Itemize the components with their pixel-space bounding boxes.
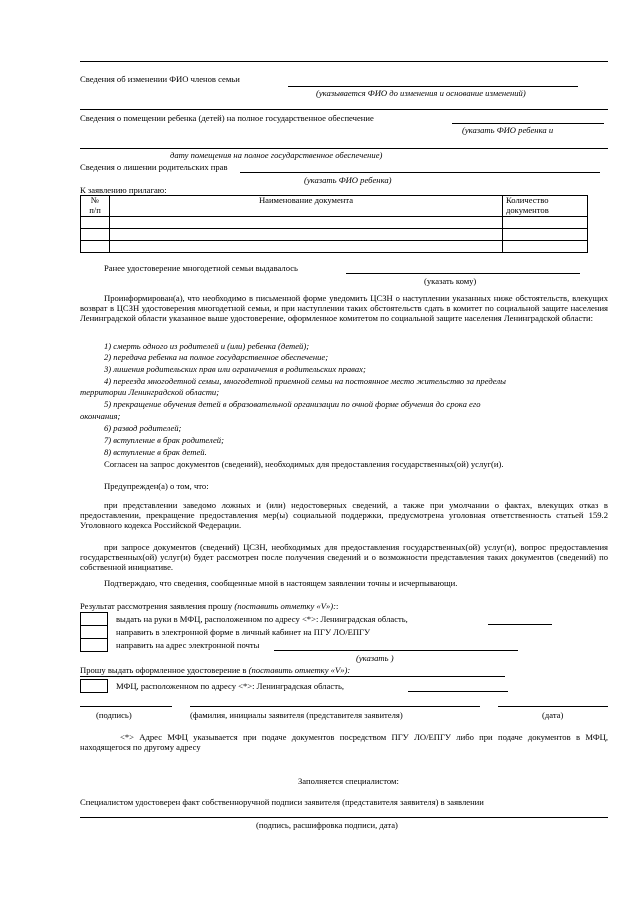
table-cell[interactable]	[81, 228, 110, 240]
child-placement-hint-1: (указать ФИО ребенка и	[462, 125, 554, 135]
child-placement-line-2[interactable]	[80, 148, 608, 149]
family-change-line[interactable]	[288, 86, 578, 87]
name-caption: (фамилия, инициалы заявителя (представителя заявителя)	[190, 710, 403, 720]
table-cell[interactable]	[503, 240, 588, 252]
deprivation-hint: (указать ФИО ребенка)	[304, 175, 392, 185]
table-header-row	[81, 196, 588, 217]
list-item: территории Ленинградской области;	[80, 387, 220, 397]
table-cell[interactable]	[81, 240, 110, 252]
issued-hint: (указать кому)	[424, 276, 477, 286]
result-title-text: Результат рассмотрения заявления прошу	[80, 601, 235, 611]
col-num-label: №	[90, 195, 100, 205]
date-caption: (дата)	[542, 710, 564, 720]
specialist-signature-line[interactable]	[80, 817, 608, 818]
table-cell[interactable]	[503, 228, 588, 240]
child-placement-hint-2: дату помещения на полное государственное обеспечение)	[170, 150, 383, 160]
signature-caption: (подпись)	[96, 710, 132, 720]
col-num-label-2: п/п	[89, 204, 101, 215]
email-field-hint: (указать )	[356, 653, 394, 663]
col-qty-label-2: документов	[506, 204, 549, 215]
warned-paragraph-2: при запросе документов (сведений) ЦСЗН, необходимых для предоставления государственных(ой) услуг(и), вопрос предоставления государственных(ой) услуг(и) будет рассмотрен после получения сведений и о возможности представления таких документов (сведений) по собственной инициативе.	[80, 542, 608, 573]
col-qty-header	[503, 196, 588, 217]
table-row[interactable]	[81, 228, 588, 240]
email-field[interactable]	[274, 650, 518, 651]
issue-cert-option-mfc-label: МФЦ, расположенном по адресу <*>: Ленинградская область,	[116, 681, 345, 691]
col-qty-label: Количество	[506, 195, 549, 205]
result-title-tail: :	[335, 601, 339, 611]
issue-cert-option-mfc-checkbox[interactable]	[80, 679, 108, 693]
issued-line[interactable]	[346, 273, 580, 274]
footnote: <*> Адрес МФЦ указывается при подаче документов посредством ПГУ ЛО/ЕПГУ либо при подаче документов в МФЦ, находящегося по другому адресу	[80, 732, 608, 753]
name-line[interactable]	[190, 706, 480, 707]
consent-text: Согласен на запрос документов (сведений), необходимых для предоставления государственных(ой) услуг(и).	[104, 459, 504, 469]
family-change-label: Сведения об изменении ФИО членов семьи	[80, 74, 240, 84]
specialist-title: Заполняется специалистом:	[298, 776, 399, 786]
issue-cert-title-text: Прошу выдать оформленное удостоверение в	[80, 665, 249, 675]
top-rule	[80, 61, 608, 62]
confirm-text: Подтверждаю, что сведения, сообщенные мной в настоящем заявлении точны и исчерпывающи.	[104, 578, 458, 588]
documents-table	[80, 195, 588, 253]
list-item: 1) смерть одного из родителей и (или) ребенка (детей);	[104, 341, 310, 351]
list-item: 6) развод родителей;	[104, 423, 182, 433]
list-item: 5) прекращение обучения детей в образовательной организации по очной форме обучения до срока его	[104, 399, 481, 409]
family-change-hint: (указывается ФИО до изменения и основание изменений)	[316, 88, 526, 98]
list-item: 8) вступление в брак детей.	[104, 447, 207, 457]
attach-label: К заявлению прилагаю:	[80, 185, 167, 195]
issued-label: Ранее удостоверение многодетной семьи выдавалось	[104, 263, 298, 273]
result-option-handout-label: выдать на руки в МФЦ, расположенном по адресу <*>: Ленинградская область,	[116, 614, 408, 624]
col-name-label: Наименование документа	[258, 195, 354, 205]
family-change-line-2[interactable]	[80, 109, 608, 110]
result-title-hint: (поставить отметку «V»):	[234, 601, 336, 611]
table-cell[interactable]	[503, 216, 588, 228]
list-item: 4) переезда многодетной семьи, многодетной приемной семьи на постоянное место жительство за пределы	[104, 376, 506, 386]
table-cell[interactable]	[81, 216, 110, 228]
issue-cert-title-rule	[80, 676, 505, 677]
deprivation-line[interactable]	[240, 172, 600, 173]
result-option-email-label: направить на адрес электронной почты	[116, 640, 260, 650]
specialist-hint: (подпись, расшифровка подписи, дата)	[256, 820, 398, 830]
list-item: 7) вступление в брак родителей;	[104, 435, 224, 445]
specialist-line-text: Специалистом удостоверен факт собственноручной подписи заявителя (представителя заявителя) в заявлении	[80, 797, 484, 807]
list-item: 3) лишения родительских прав или ограничения в родительских правах;	[104, 364, 366, 374]
table-cell[interactable]	[110, 216, 503, 228]
col-name-header	[110, 196, 503, 217]
result-option-handout-checkbox[interactable]	[80, 612, 108, 626]
col-num-header	[81, 196, 110, 217]
warned-title: Предупрежден(а) о том, что:	[104, 481, 209, 491]
table-cell[interactable]	[110, 228, 503, 240]
child-placement-line[interactable]	[452, 123, 604, 124]
signature-line[interactable]	[80, 706, 172, 707]
warned-paragraph-1: при представлении заведомо ложных и (или) недостоверных сведений, а также при умолчании о фактах, влекущих отказ в предоставлении, прекращение предоставления мер(ы) социальной поддержки, предусмотрена уголовная ответственность статьей 159.2 Уголовного кодекса Российской Федерации.	[80, 500, 608, 531]
issue-cert-title-hint: (поставить отметку «V»):	[248, 665, 351, 675]
deprivation-label: Сведения о лишении родительских прав	[80, 162, 228, 172]
informed-paragraph: Проинформирован(а), что необходимо в письменной форме уведомить ЦСЗН о наступлении указанных ниже обстоятельств, влекущих возврат в ЦСЗН удостоверения многодетной семьи, и при наступлении таких обстоятельств сдать в комитет по социальной защите населения Ленинградской области указанное выше удостоверение, оформленное комитетом по социальной защите населения Ленинградской области:	[80, 293, 608, 324]
table-row[interactable]	[81, 240, 588, 252]
result-title	[80, 601, 338, 612]
table-row[interactable]	[81, 216, 588, 228]
table-cell[interactable]	[110, 240, 503, 252]
list-item: окончания;	[80, 411, 121, 421]
result-option-cabinet-checkbox[interactable]	[80, 625, 108, 639]
result-option-cabinet-label: направить в электронной форме в личный кабинет на ПГУ ЛО/ЕПГУ	[116, 627, 371, 637]
result-option-handout-line[interactable]	[488, 624, 552, 625]
list-item: 2) передача ребенка на полное государственное обеспечение;	[104, 352, 329, 362]
child-placement-label: Сведения о помещении ребенка (детей) на полное государственное обеспечение	[80, 113, 374, 123]
issue-cert-option-mfc-line[interactable]	[408, 691, 508, 692]
issue-cert-title	[80, 665, 350, 676]
date-line[interactable]	[498, 706, 608, 707]
result-option-email-checkbox[interactable]	[80, 638, 108, 652]
